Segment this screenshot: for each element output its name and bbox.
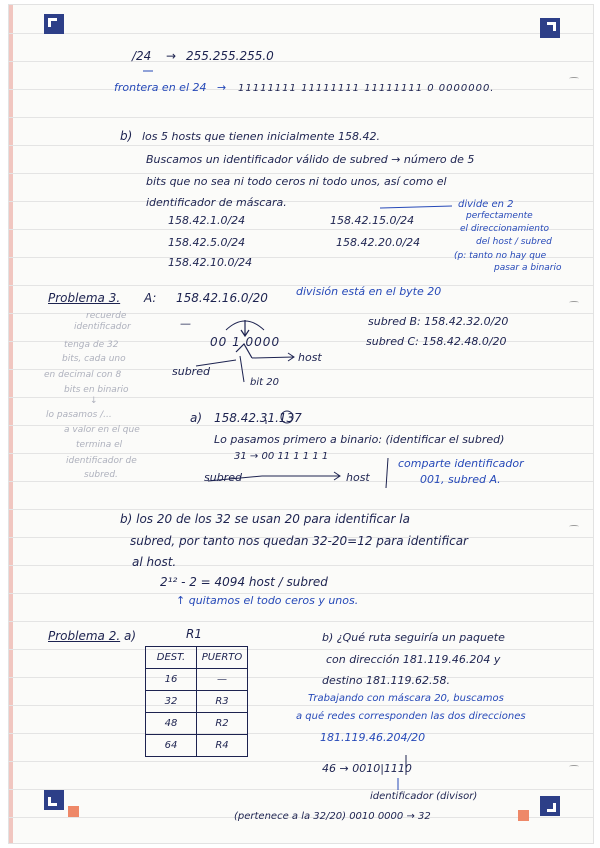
bits-text: 11111111 11111111 11111111 0 0000000.: [238, 83, 495, 94]
table-header-row: [146, 647, 248, 669]
mask-ip: 255.255.255.0: [186, 49, 274, 63]
b1-line3: bits que no sea ni todo ceros ni todo unos, así como el: [146, 175, 447, 188]
label-subred: subred: [172, 365, 210, 378]
b-label: b): [120, 129, 133, 143]
arrow-icon: →: [217, 81, 227, 94]
binary-text: 00 1 0000: [210, 335, 281, 349]
r1-label: R1: [186, 627, 202, 641]
b1-line2: Buscamos un identificador válido de subred → número de 5: [146, 153, 475, 166]
a-line2: Lo pasamos primero a binario: (identificar el subred): [214, 433, 505, 446]
note-right: el direccionamiento: [460, 224, 550, 234]
problem-3-a: A:: [144, 291, 157, 305]
problem-3-ip: 158.42.16.0/20: [176, 291, 268, 305]
frontera-text: frontera en el 24: [114, 81, 207, 94]
table-cell: 48: [146, 713, 197, 735]
left-note: ↓: [90, 396, 98, 406]
b2-line2: subred, por tanto nos quedan 32-20=12 para identificar: [130, 534, 468, 548]
table-cell: —: [197, 669, 248, 691]
table-row: [146, 713, 248, 735]
problem-3-title: Problema 3.: [48, 291, 121, 305]
left-note: identificador: [74, 322, 131, 332]
pb-line4: Trabajando con máscara 20, buscamos: [308, 693, 504, 704]
b2-formula: 2¹² - 2 = 4094 host / subred: [160, 575, 328, 589]
left-note: termina el: [76, 440, 123, 450]
b1-line4: identificador de máscara.: [146, 196, 287, 209]
left-note: recuerde: [86, 311, 127, 321]
pb-line5: a qué redes corresponden las dos direcciones: [296, 711, 526, 722]
a-ip: 158.42.31.137: [214, 411, 302, 425]
routing-table: [145, 646, 248, 757]
a-note: 001, subred A.: [420, 473, 501, 486]
left-note: tenga de 32: [64, 340, 119, 350]
ip-item: 158.42.1.0/24: [168, 214, 246, 227]
left-note: bits en binario: [64, 385, 129, 395]
problem-3-note: división está en el byte 20: [296, 285, 442, 298]
left-note: bits, cada uno: [62, 354, 126, 364]
note-right: del host / subred: [476, 237, 552, 247]
table-row: [146, 735, 248, 757]
pb-bits: 46 → 0010|1110: [322, 762, 412, 775]
pb-final: (pertenece a la 32/20) 0010 0000 → 32: [234, 811, 431, 822]
table-row: [146, 691, 248, 713]
left-note: en decimal con 8: [44, 370, 122, 380]
label-bit20: bit 20: [250, 377, 279, 388]
subred-c: subred C: 158.42.48.0/20: [366, 335, 507, 348]
a-label: a): [190, 411, 203, 425]
arrow-icon: →: [166, 49, 177, 63]
problem-2-a: a): [124, 629, 137, 643]
table-cell: 64: [146, 735, 197, 757]
left-note: subred.: [84, 470, 118, 480]
table-cell: R2: [197, 713, 248, 735]
note-right: pasar a binario: [494, 263, 562, 273]
b1-line1: los 5 hosts que tienen inicialmente 158.42.: [142, 130, 381, 143]
pb-id: identificador (divisor): [370, 791, 478, 802]
note-divide: divide en 2: [458, 199, 514, 210]
dash: —: [180, 317, 191, 330]
pb-line2: con dirección 181.119.46.204 y: [326, 653, 501, 666]
left-note: lo pasamos /...: [46, 410, 112, 420]
b2-line1: b) los 20 de los 32 se usan 20 para identificar la: [120, 512, 410, 526]
table-cell: 16: [146, 669, 197, 691]
pb-line6: 181.119.46.204/20: [320, 731, 426, 744]
table-cell: R4: [197, 735, 248, 757]
pb-line3: destino 181.119.62.58.: [322, 674, 451, 687]
ip-item: 158.42.20.0/24: [336, 236, 421, 249]
table-header-port: PUERTO: [197, 647, 248, 669]
left-note: a valor en el que: [64, 425, 140, 435]
table-cell: R3: [197, 691, 248, 713]
a-note: comparte identificador: [398, 457, 524, 470]
table-row: [146, 669, 248, 691]
left-note: identificador de: [66, 456, 137, 466]
b2-line3: al host.: [132, 555, 177, 569]
problem-2-title: Problema 2.: [48, 629, 121, 643]
a-bits: 31 → 00 11 1 1 1 1: [234, 451, 329, 462]
subred-b: subred B: 158.42.32.0/20: [368, 315, 509, 328]
b2-note: ↑ quitamos el todo ceros y unos.: [176, 594, 359, 607]
mask-24: /24: [132, 49, 152, 63]
a-host: host: [346, 471, 370, 484]
table-cell: 32: [146, 691, 197, 713]
ip-item: 158.42.15.0/24: [330, 214, 415, 227]
pb-line1: b) ¿Qué ruta seguiría un paquete: [322, 631, 505, 644]
note-right: perfectamente: [466, 211, 533, 221]
label-host: host: [298, 351, 322, 364]
note-right: (p: tanto no hay que: [454, 251, 547, 261]
a-subred: subred: [204, 471, 242, 484]
table-header-dest: DEST.: [146, 647, 197, 669]
ip-item: 158.42.10.0/24: [168, 256, 253, 269]
ip-item: 158.42.5.0/24: [168, 236, 246, 249]
